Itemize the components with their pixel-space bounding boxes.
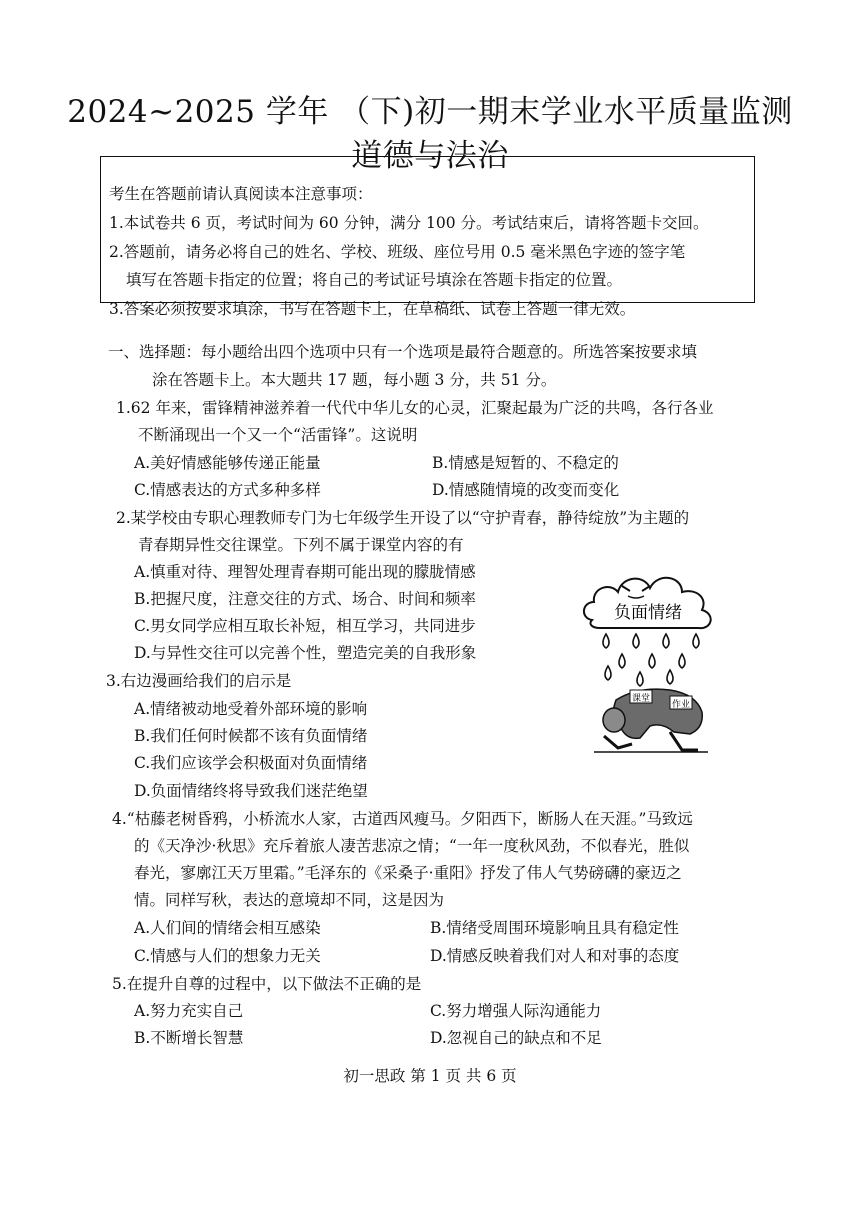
question-2-option-c: C.男女同学应相互取长补短，相互学习，共同进步 (134, 617, 476, 635)
question-3-option-c: C.我们应该学会积极面对负面情绪 (134, 754, 368, 772)
question-1-option-d: D.情感随情境的改变而变化 (432, 481, 620, 499)
question-4-option-b: B.情绪受周围环境影响且具有稳定性 (430, 919, 679, 937)
negative-emotion-cartoon (578, 562, 726, 762)
notice-item-2: 2.答题前，请务必将自己的姓名、学校、班级、座位号用 0.5 毫米黑色字迹的签字笔 (109, 243, 686, 261)
question-4-option-a: A.人们间的情绪会相互感染 (134, 919, 321, 937)
page-footer: 初一思政 第 1 页 共 6 页 (343, 1067, 517, 1085)
notice-item-1: 1.本试卷共 6 页，考试时间为 60 分钟，满分 100 分。考试结束后，请将答题卡交回。 (109, 214, 709, 232)
burdened-figure (594, 689, 708, 752)
question-5-option-d: D.忽视自己的缺点和不足 (430, 1029, 602, 1047)
question-1-option-c: C.情感表达的方式多种多样 (134, 481, 321, 499)
section-heading: 一、选择题：每小题给出四个选项中只有一个选项是最符合题意的。所选答案按要求填 (108, 343, 698, 361)
section-heading-cont: 涂在答题卡上。本大题共 17 题，每小题 3 分，共 51 分。 (152, 371, 557, 389)
question-2-stem: 2.某学校由专职心理教师专门为七年级学生开设了以“守护青春，静待绽放”为主题的 (116, 509, 690, 527)
burden-tag-right: 作业 (671, 700, 691, 710)
question-4-option-d: D.情感反映着我们对人和对事的态度 (430, 947, 680, 965)
burden-tag-left: 课堂 (631, 694, 651, 704)
question-4-stem-cont-3: 情。同样写秋，表达的意境却不同，这是因为 (134, 891, 445, 909)
question-1-option-a: A.美好情感能够传递正能量 (134, 454, 321, 472)
question-3-option-a: A.情绪被动地受着外部环境的影响 (134, 700, 368, 718)
question-1-stem: 1.62 年来，雷锋精神滋养着一代代中华儿女的心灵，汇聚起最为广泛的共鸣，各行各业 (116, 399, 714, 417)
notice-item-3: 3.答案必须按要求填涂，书写在答题卡上，在草稿纸、试卷上答题一律无效。 (109, 300, 636, 318)
question-2-option-d: D.与异性交往可以完善个性，塑造完美的自我形象 (134, 644, 477, 662)
question-1-stem-cont: 不断涌现出一个又一个“活雷锋”。这说明 (138, 426, 418, 444)
notice-intro: 考生在答题前请认真阅读本注意事项： (109, 185, 373, 203)
question-3-stem: 3.右边漫画给我们的启示是 (106, 672, 292, 690)
question-5-stem: 5.在提升自尊的过程中，以下做法不正确的是 (112, 975, 422, 993)
question-3-option-d: D.负面情绪终将导致我们迷茫绝望 (134, 782, 368, 800)
question-5-option-c: C.努力增强人际沟通能力 (430, 1002, 602, 1020)
question-5-option-b: B.不断增长智慧 (134, 1029, 244, 1047)
subject-title: 道德与法治 (351, 138, 509, 174)
question-2-option-b: B.把握尺度，注意交往的方式、场合、时间和频率 (134, 590, 476, 608)
question-4-stem-cont-2: 春光，寥廓江天万里霜。”毛泽东的《采桑子·重阳》抒发了伟人气势磅礴的豪迈之 (134, 864, 682, 882)
question-4-option-c: C.情感与人们的想象力无关 (134, 947, 321, 965)
question-3-option-b: B.我们任何时候都不该有负面情绪 (134, 727, 368, 745)
cloud-label: 负面情绪 (614, 603, 682, 623)
question-5-option-a: A.努力充实自己 (134, 1002, 244, 1020)
question-2-option-a: A.慎重对待、理智处理青春期可能出现的朦胧情感 (134, 563, 476, 581)
question-4-stem-cont-1: 的《天净沙·秋思》充斥着旅人凄苦悲凉之情；“一年一度秋风劲，不似春光，胜似 (134, 837, 690, 855)
exam-title: 2024~2025 学年 （下)初一期末学业水平质量监测 (67, 94, 793, 130)
notice-item-2-cont: 填写在答题卡指定的位置；将自己的考试证号填涂在答题卡指定的位置。 (126, 271, 623, 289)
question-4-stem: 4.“枯藤老树昏鸦，小桥流水人家，古道西风瘦马。夕阳西下，断肠人在天涯。”马致远 (112, 810, 693, 828)
question-2-stem-cont: 青春期异性交往课堂。下列不属于课堂内容的有 (138, 536, 464, 554)
question-1-option-b: B.情感是短暂的、不稳定的 (432, 454, 619, 472)
